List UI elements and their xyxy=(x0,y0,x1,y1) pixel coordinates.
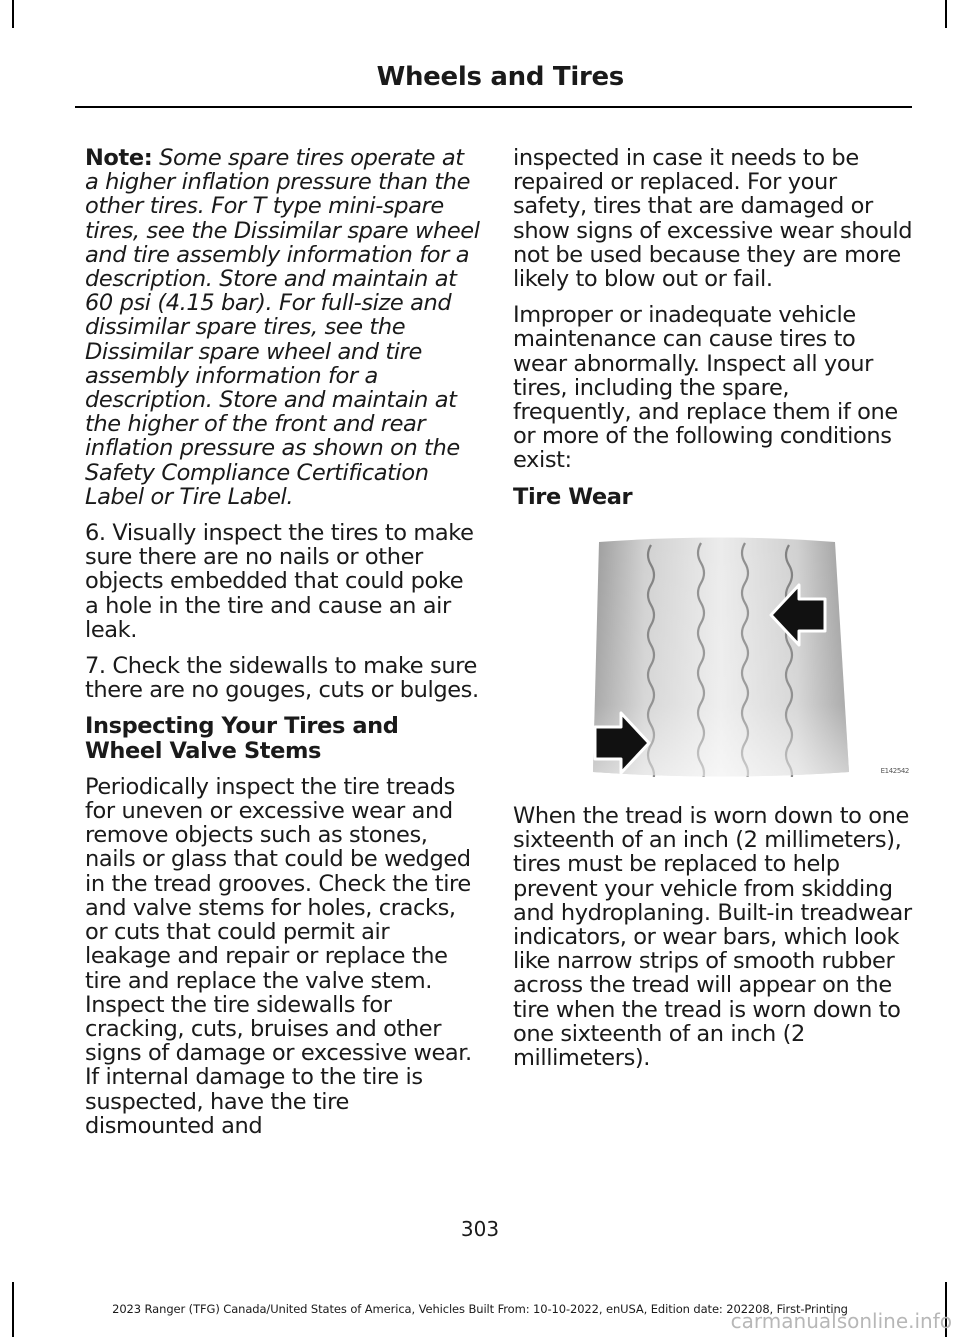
step-6: 6. Visually inspect the tires to make sure there are no nails or other objects embedded that could poke a hole in the tire and cause an air leak. xyxy=(85,520,474,643)
maintenance-paragraph: Improper or inadequate vehicle maintenance can cause tires to wear abnormally. Inspect all your tires, including the spare, frequently, and replace them if one or more of the following conditions exist: xyxy=(513,302,898,474)
footer-text: 2023 Ranger (TFG) Canada/United States of America, Vehicles Built From: 10-10-2022, enUSA, Edition date: 202208, First-Printing xyxy=(112,1302,848,1316)
page-title: Wheels and Tires xyxy=(376,62,624,92)
page-number: 303 xyxy=(460,1217,500,1241)
inspecting-paragraph: Periodically inspect the tire treads for uneven or excessive wear and remove objects such as stones, nails or glass that could be wedged in the tread grooves. Check the tire and valve stems for holes, cracks, or cuts that could permit air leakage and repair or replace the tire and replace the valve stem. Inspect the tire sidewalls for cracking, cuts, bruises and other signs of damage or excessive wear. If internal damage to the tire is suspected, have the tire dismounted and xyxy=(85,773,472,1139)
tread-wear-paragraph: When the tread is worn down to one sixteenth of an inch (2 millimeters), tires must be replaced to help prevent your vehicle from skidding and hydroplaning. Built-in treadwear indicators, or wear bars, which look like narrow strips of smooth rubber across the tread will appear on the tire when the tread is worn down to one sixteenth of an inch (2 millimeters). xyxy=(513,803,912,1072)
tire-wear-illustration xyxy=(513,537,913,777)
step-7: 7. Check the sidewalls to make sure there are no gouges, cuts or bulges. xyxy=(85,653,479,704)
section-heading-tire-wear: Tire Wear xyxy=(513,483,633,510)
note-label: Note: xyxy=(85,145,153,171)
crop-mark-top-left xyxy=(12,0,14,28)
left-column xyxy=(85,146,480,1150)
figure-code: E142542 xyxy=(880,766,909,775)
section-heading-inspecting: Inspecting Your Tires and Wheel Valve Stems xyxy=(85,713,399,764)
note-paragraph xyxy=(85,146,480,509)
watermark: carmanualsonline.info xyxy=(730,1309,952,1333)
crop-mark-top-right xyxy=(945,0,947,28)
note-text: Some spare tires operate at a higher inflation pressure than the other tires. For T type mini-spare tires, see the Dissimilar spare wheel and tire assembly information for a description. Store and maintain at 60 psi (4.15 bar). For full-size and dissimilar spare tires, see the Dissimilar spare wheel and tire assembly information for a description. Store and maintain at the higher of the front and rear inflation pressure as shown on the Safety Compliance Certification Label or Tire Label. xyxy=(85,145,480,510)
right-column xyxy=(513,146,913,1082)
header-divider xyxy=(75,106,912,108)
continued-paragraph: inspected in case it needs to be repaired or replaced. For your safety, tires that are damaged or show signs of excessive wear should not be used because they are more likely to blow out or fail. xyxy=(513,145,913,293)
